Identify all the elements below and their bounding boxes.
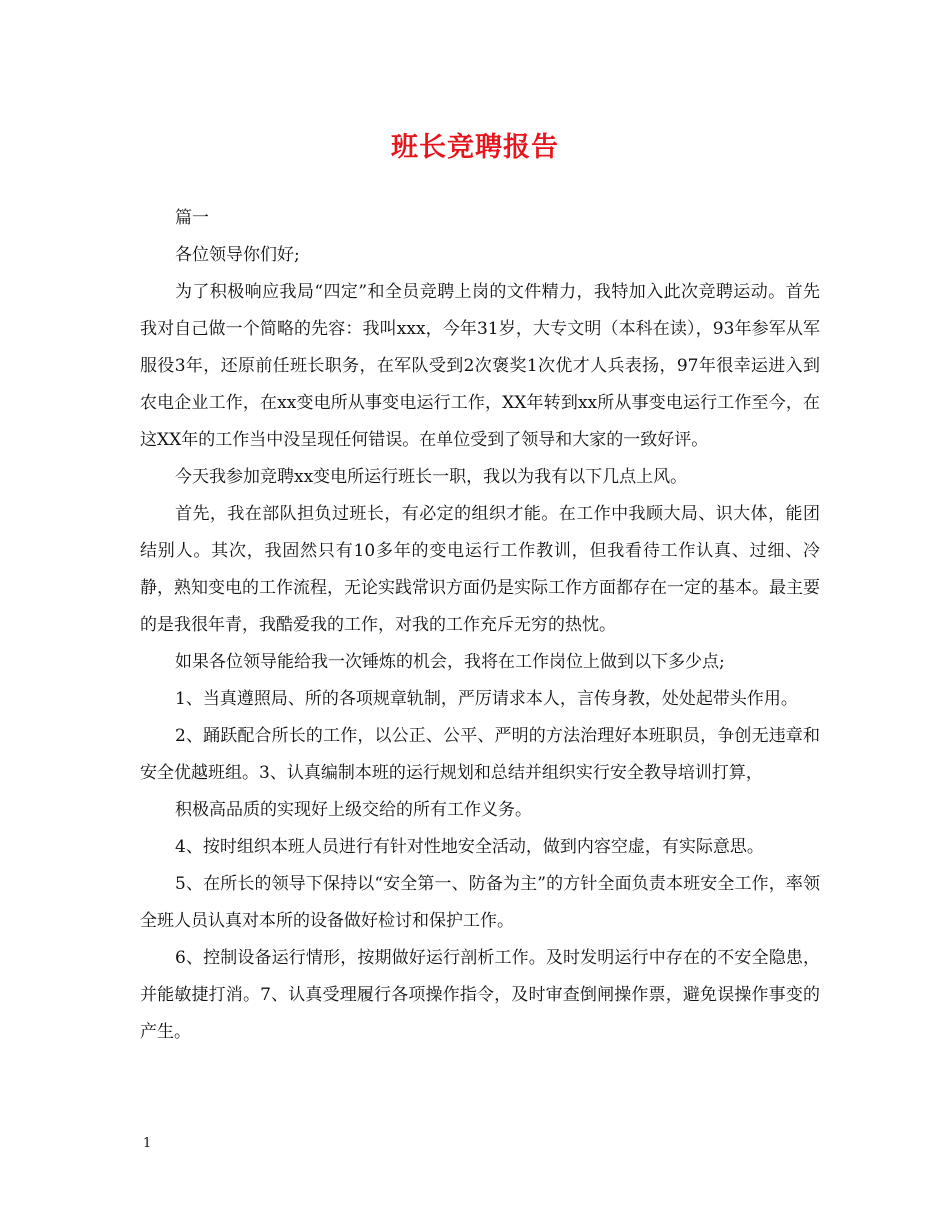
paragraph: 1、当真遵照局、所的各项规章轨制，严厉请求本人，言传身教，处处起带头作用。 (175, 689, 798, 709)
paragraph: 5、在所长的领导下保持以“安全第一、防备为主”的方针全面负责本班安全工作，率领全班人员认真对本所的设备做好检讨和保护工作。 (140, 874, 820, 931)
paragraph: 2、踊跃配合所长的工作，以公正、公平、严明的方法治理好本班职员，争创无违章和安全优越班组。3、认真编制本班的运行规划和总结并组织实行安全教导培训打算， (140, 726, 820, 783)
paragraph: 各位领导你们好; (175, 245, 300, 265)
paragraph: 6、控制设备运行情形，按期做好运行剖析工作。及时发明运行中存在的不安全隐患，并能敏捷打消。7、认真受理履行各项操作指令，及时审查倒闸操作票，避免误操作事变的产生。 (140, 948, 820, 1042)
paragraph: 今天我参加竞聘xx变电所运行班长一职，我以为我有以下几点上风。 (175, 467, 688, 487)
paragraph: 积极高品质的实现好上级交给的所有工作义务。 (175, 800, 532, 820)
document-title: 班长竞聘报告 (391, 132, 559, 163)
paragraph: 为了积极响应我局“四定”和全员竞聘上岗的文件精力，我特加入此次竞聘运动。首先我对自己做一个简略的先容：我叫xxx，今年31岁，大专文明（本科在读），93年参军从军服役3年，还原前任班长职务，在军队受到2次褒奖1次优才人兵表扬，97年很幸运进入到农电企业工作，在xx变电所从事变电运行工作，XX年转到xx所从事变电运行工作至今，在这XX年的工作当中没呈现任何错误。在单位受到了领导和大家的一致好评。 (140, 282, 820, 450)
paragraph: 如果各位领导能给我一次锤炼的机会，我将在工作岗位上做到以下多少点; (175, 652, 725, 672)
paragraph: 4、按时组织本班人员进行有针对性地安全活动，做到内容空虚，有实际意思。 (175, 837, 764, 857)
document-body (140, 200, 820, 1051)
page-number: 1 (143, 1136, 152, 1151)
paragraph: 首先，我在部队担负过班长，有必定的组织才能。在工作中我顾大局、识大体，能团结别人。其次，我固然只有10多年的变电运行工作教训，但我看待工作认真、过细、冷静，熟知变电的工作流程，无论实践常识方面仍是实际工作方面都存在一定的基本。最主要的是我很年青，我酷爱我的工作，对我的工作充斥无穷的热忱。 (140, 504, 820, 635)
paragraph: 篇一 (175, 208, 209, 228)
